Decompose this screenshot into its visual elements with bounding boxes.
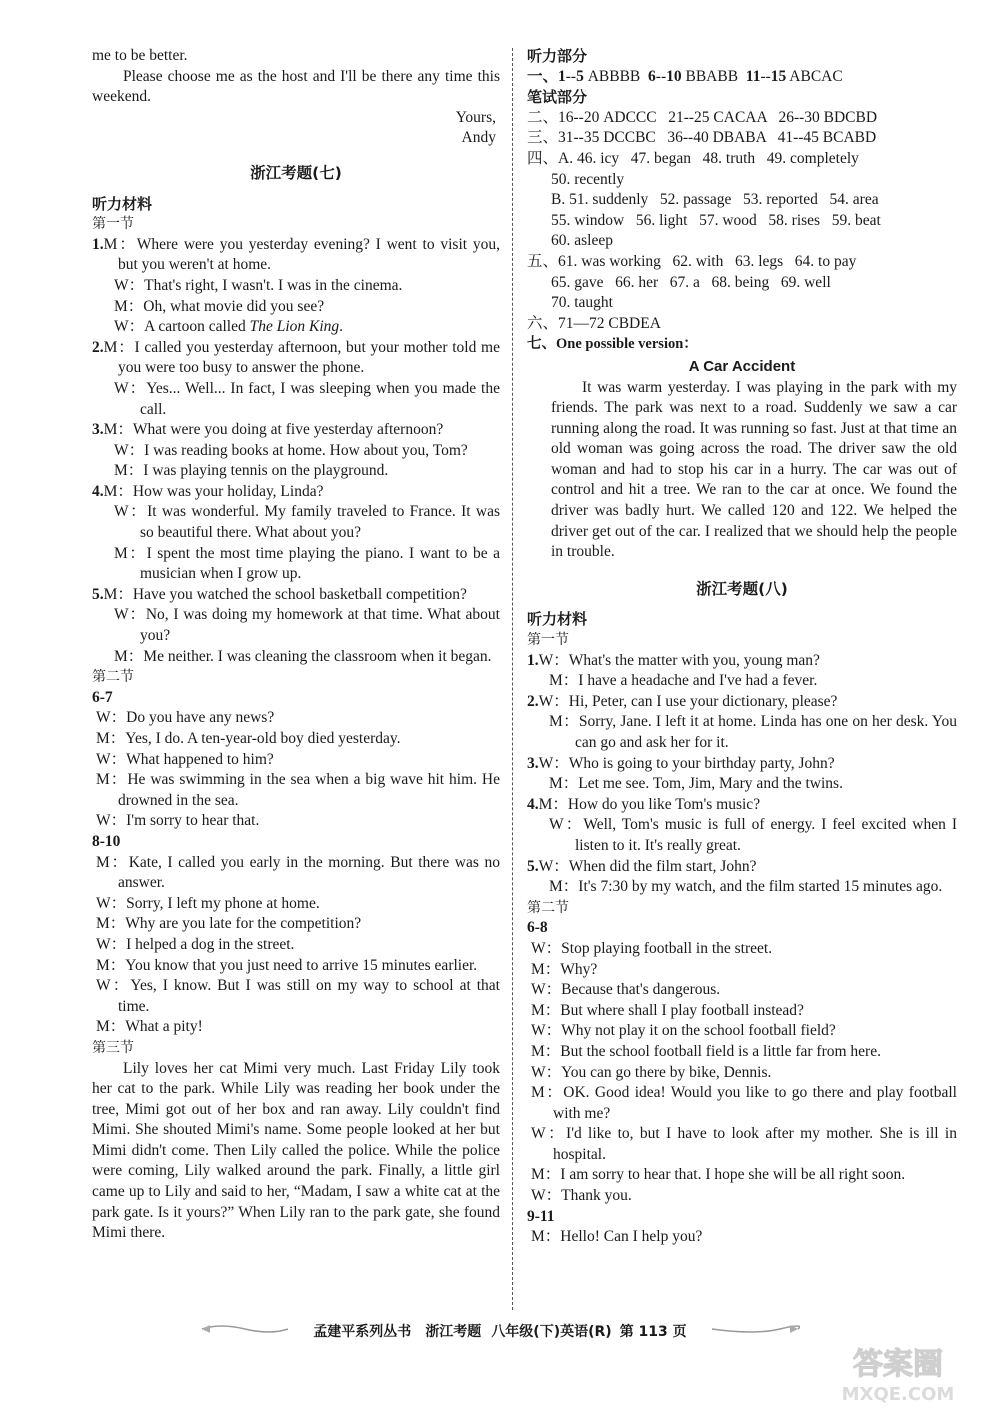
question-range: 6-7 — [92, 688, 113, 706]
speaker-label: W： — [114, 503, 148, 521]
answer-line: 七、One possible version： — [527, 336, 698, 353]
speaker-label: M： — [96, 730, 126, 747]
dialogue-text: You can go there by bike, Dennis. — [561, 1063, 772, 1081]
subsection-heading: 第二节 — [527, 899, 569, 916]
dialogue-text: Hello! Can I help you? — [560, 1228, 703, 1246]
dialogue-line — [92, 297, 500, 318]
dialogue-line — [92, 1017, 500, 1038]
dialogue-line — [527, 960, 957, 981]
answer-line: 四、A. 46. icy 47. began 48. truth 49. completely — [527, 149, 859, 167]
dialogue-text: OK. Good idea! Would you like to go there and play football with me? — [553, 1084, 957, 1122]
dialogue-text: I spent the most time playing the piano. I want to be a musician when I grow up. — [140, 544, 500, 583]
dialogue-item — [92, 338, 500, 420]
speaker-label: W： — [531, 1125, 567, 1143]
footer-grade: 八年级(下)英语(R) — [491, 1324, 612, 1340]
letter-line: me to be better. — [92, 47, 188, 64]
speaker-label: W： — [538, 692, 569, 710]
dialogue-text: But the school football field is a little far from here. — [560, 1042, 881, 1060]
right-column — [527, 46, 957, 1248]
dialogue-line — [92, 585, 500, 606]
answer-line-text: 10 — [666, 67, 682, 85]
answer-line: 70. taught — [551, 294, 613, 312]
speaker-label: M： — [531, 1001, 561, 1019]
answer-line-text: 15 — [770, 67, 787, 85]
dialogue-line — [527, 692, 957, 713]
watermark-url: MXQE.COM — [841, 1384, 955, 1405]
subsection-heading: 第一节 — [92, 216, 134, 233]
dialogue-text: Do you have any news? — [126, 709, 275, 727]
item-number: 3. — [527, 754, 539, 772]
answer-line: 六、71—72 CBDEA — [527, 314, 661, 332]
answer-heading: 听力部分 — [527, 47, 588, 65]
answer-line-text: ABCAC — [786, 67, 843, 85]
dialogue-line — [92, 276, 500, 297]
answer-line-text: ABBBB — [583, 67, 649, 85]
dialogue-text: How do you like Tom's music? — [567, 795, 761, 813]
dialogue-text: I have a headache and I've had a fever. — [578, 672, 818, 690]
dialogue-line — [92, 502, 500, 543]
dialogue-line — [92, 750, 500, 771]
answer-line-text: -- — [760, 67, 771, 85]
question-range: 8-10 — [92, 832, 121, 850]
dialogue-text: What happened to him? — [126, 750, 274, 768]
dialogue-text: Well, Tom's music is full of energy. I feel excited when I listen to it. It's really great. — [575, 816, 957, 854]
speaker-label: M： — [549, 672, 579, 690]
dialogue-line — [527, 1021, 957, 1042]
dialogue-item — [527, 795, 957, 857]
dialogue-line — [92, 441, 500, 462]
speaker-label: M： — [114, 462, 144, 480]
dialogue-line — [527, 651, 957, 672]
dialogue-text: Who is going to your birthday party, John? — [568, 754, 835, 772]
speaker-label: W： — [538, 651, 569, 669]
item-number: 4. — [92, 482, 104, 500]
dialogue-text: No, I was doing my homework at that time. What about you? — [140, 606, 500, 645]
speaker-label: M： — [96, 915, 126, 933]
dialogue-text: I'd like to, but I have to look after my mother. She is ill in hospital. — [553, 1125, 957, 1163]
speaker-label: M： — [96, 1018, 126, 1036]
answer-line: 五、61. was working 62. with 63. legs 64. to pay — [527, 252, 857, 270]
speaker-label: M： — [549, 775, 579, 793]
dialogue-text: Oh, what movie did you see? — [143, 297, 325, 315]
speaker-label: M： — [114, 297, 144, 315]
dialogue-line — [527, 774, 957, 795]
watermark-logo — [808, 1336, 988, 1406]
letter-line: Please choose me as the host and I'll be there any time this weekend. — [92, 67, 500, 106]
dialogue — [92, 853, 500, 1038]
speaker-label: W： — [96, 977, 131, 995]
section-heading: 听力材料 — [527, 610, 588, 629]
dialogue-line — [92, 935, 500, 956]
dialogue-line — [527, 1063, 957, 1084]
item-number: 2. — [92, 338, 104, 356]
speaker-label: M： — [114, 647, 144, 665]
dialogue-line — [92, 379, 500, 420]
dialogue-text: I am sorry to hear that. I hope she will be all right soon. — [560, 1166, 906, 1184]
column-divider — [512, 48, 513, 1310]
dialogue — [527, 1227, 957, 1248]
answer-line-text: -- — [565, 67, 577, 85]
speaker-label: M： — [531, 960, 561, 978]
dialogue-line — [92, 770, 500, 811]
dialogue-line — [527, 1165, 957, 1186]
footer-series: 孟建平系列丛书 — [313, 1324, 412, 1340]
answer-line: 二、16--20 ADCCC 21--25 CACAA 26--30 BDCBD — [527, 108, 878, 126]
speaker-label: W： — [114, 441, 145, 459]
speaker-label: W： — [531, 981, 562, 999]
speaker-label: W： — [114, 379, 147, 397]
item-number: 3. — [92, 421, 104, 439]
dialogue-text: Thank you. — [561, 1187, 632, 1205]
dialogue-text: Sorry, I left my phone at home. — [126, 894, 320, 912]
speaker-label: M： — [114, 544, 147, 562]
footer-book: 浙江考题 — [425, 1324, 482, 1340]
dialogue-text: What were you doing at five yesterday afternoon? — [132, 421, 444, 439]
dialogue-text: What's the matter with you, young man? — [568, 651, 820, 669]
dialogue-text: Let me see. Tom, Jim, Mary and the twins. — [578, 775, 843, 793]
letter-closing: Yours, — [455, 108, 496, 126]
speaker-label: M： — [103, 482, 133, 500]
dialogue-text: Me neither. I was cleaning the classroom when it began. — [143, 647, 492, 665]
speaker-label: W： — [96, 750, 127, 768]
speaker-label: W： — [96, 709, 127, 727]
answer-line: 65. gave 66. her 67. a 68. being 69. well — [551, 273, 831, 291]
left-column — [92, 46, 500, 1244]
dialogue-line — [527, 877, 957, 898]
dialogue-item — [92, 585, 500, 667]
dialogue-line — [527, 754, 957, 775]
dialogue-text: I was playing tennis on the playground. — [143, 462, 389, 480]
dialogue-line — [527, 712, 957, 753]
dialogue-text: Sorry, Jane. I left it at home. Linda has one on her desk. You can go and ask her for it. — [575, 713, 957, 751]
dialogue-item — [92, 482, 500, 585]
dialogue-text: He was swimming in the sea when a big wave hit him. He drowned in the sea. — [118, 771, 500, 809]
dialogue-text: I'm sorry to hear that. — [126, 812, 260, 830]
item-number: 1. — [527, 651, 539, 669]
speaker-label: M： — [103, 585, 133, 603]
dialogue-line — [527, 857, 957, 878]
speaker-label: W： — [531, 939, 562, 957]
answer-line: 55. window 56. light 57. wood 58. rises 59. beat — [551, 211, 881, 229]
dialogue-line — [92, 853, 500, 894]
item-number: 5. — [92, 585, 104, 603]
dialogue-text: . — [339, 318, 344, 336]
dialogue-line — [527, 795, 957, 816]
speaker-label: M： — [531, 1084, 564, 1102]
dialogue-line — [92, 811, 500, 832]
dialogue-line — [92, 482, 500, 503]
dialogue-text: I called you yesterday afternoon, but your mother told me you were too busy to answer the phone. — [118, 338, 500, 377]
dialogue-text: A cartoon called — [144, 318, 250, 336]
speaker-label: M： — [96, 853, 129, 871]
speaker-label: M： — [531, 1042, 561, 1060]
speaker-label: M： — [103, 235, 137, 253]
dialogue-text: Why are you late for the competition? — [125, 915, 362, 933]
speaker-label: M： — [103, 338, 135, 356]
dialogue-text: What a pity! — [125, 1018, 203, 1036]
dialogue-text: But where shall I play football instead? — [560, 1001, 804, 1019]
answer-line — [527, 67, 957, 88]
item-number: 1. — [92, 235, 104, 253]
dialogue-text: It's 7:30 by my watch, and the film started 15 minutes ago. — [578, 878, 943, 896]
dialogue-line — [92, 729, 500, 750]
exam-title: 浙江考题(八) — [696, 579, 788, 598]
letter-ending — [92, 46, 500, 149]
dialogue-line — [527, 1083, 957, 1124]
speaker-label: W： — [538, 857, 569, 875]
speaker-label: W： — [96, 894, 127, 912]
dialogue-line — [527, 671, 957, 692]
dialogue-item — [92, 420, 500, 482]
letter-signature: Andy — [461, 129, 496, 147]
dialogue-item — [527, 651, 957, 692]
dialogue-line — [92, 956, 500, 977]
speaker-label: W： — [531, 1063, 562, 1081]
dialogue-text: When did the film start, John? — [568, 857, 757, 875]
watermark-text: 答案圈 — [853, 1347, 943, 1382]
dialogue-line — [527, 980, 957, 1001]
answer-line-text: BBABB — [681, 67, 746, 85]
subsection-heading: 第一节 — [527, 632, 569, 649]
dialogue-text: Why? — [560, 960, 598, 978]
speaker-label: W： — [531, 1022, 562, 1040]
dialogue-text: I was reading books at home. How about you, Tom? — [144, 441, 468, 459]
speaker-label: M： — [96, 771, 128, 789]
answer-line-text: 11 — [745, 67, 761, 85]
dialogue-text: Because that's dangerous. — [561, 981, 721, 999]
answer-line-text: -- — [655, 67, 667, 85]
item-number: 5. — [527, 857, 539, 875]
speaker-label: M： — [549, 713, 579, 731]
speaker-label: M： — [103, 421, 133, 439]
answer-line: 三、31--35 DCCBC 36--40 DBABA 41--45 BCABD — [527, 129, 877, 147]
dialogue-text: Hi, Peter, can I use your dictionary, please? — [568, 692, 838, 710]
answer-line: 60. asleep — [551, 232, 613, 250]
dialogue-line — [527, 1186, 957, 1207]
answer-heading: 笔试部分 — [527, 88, 588, 107]
dialogue-item — [527, 692, 957, 754]
dialogue-line — [527, 939, 957, 960]
dialogue-title-italic: The Lion King — [249, 318, 340, 336]
speaker-label: W： — [531, 1187, 562, 1205]
essay-body: It was warm yesterday. I was playing in the park with my friends. The park was next to a road. Suddenly we saw a car running along the road. It was running so fast. Just at that time an old woman was going across the road. The driver saw the old woman and had to stop his car in a hurry. The car was out of control and hit a tree. We ran to the car at once. We found the driver was badly hurt. We called 120 and 122. We helped the driver get out of the car. I realized that we should help the people in trouble. — [551, 378, 957, 561]
answer-line-text: 6 — [648, 67, 656, 85]
dialogue-text: Yes... Well... In fact, I was sleeping when you made the call. — [140, 379, 500, 418]
dialogue-text: Where were you yesterday evening? I went to visit you, but you weren't at home. — [118, 235, 500, 274]
speaker-label: M： — [549, 878, 579, 896]
dialogue-item — [92, 235, 500, 338]
question-range: 9-11 — [527, 1207, 555, 1225]
dialogue-line — [92, 647, 500, 668]
speaker-label: W： — [96, 812, 127, 830]
item-number: 4. — [527, 795, 539, 813]
story-passage: Lily loves her cat Mimi very much. Last Friday Lily took her cat to the park. While Lily was reading her book under the tree, Mimi got out of her box and ran away. Lily couldn't find Mimi. She shouted Mimi's name. Some people looked at her but Mimi didn't come. Then Lily called the police. While the police were coming, Lily walked around the park. Finally, a little girl came up to Lily and said to her, “Madam, I saw a white cat at the park gate. Is it yours?” When Lily ran to the park gate, she found Mimi there. — [92, 1059, 500, 1242]
speaker-label: W： — [549, 816, 584, 834]
dialogue-text: Yes, I do. A ten-year-old boy died yesterday. — [125, 730, 401, 747]
dialogue-text: You know that you just need to arrive 15 minutes earlier. — [125, 956, 478, 974]
speaker-label: W： — [114, 276, 145, 294]
item-number: 2. — [527, 692, 539, 710]
dialogue-line — [527, 815, 957, 856]
speaker-label: M： — [96, 956, 126, 974]
dialogue-text: How was your holiday, Linda? — [132, 482, 324, 500]
dialogue-line — [527, 1001, 957, 1022]
dialogue-line — [92, 317, 500, 338]
dialogue-text: Have you watched the school basketball competition? — [132, 585, 467, 603]
speaker-label: M： — [538, 795, 568, 813]
dialogue-text: Why not play it on the school football field? — [561, 1022, 836, 1040]
dialogue-line — [527, 1124, 957, 1165]
dialogue-line — [92, 461, 500, 482]
subsection-heading: 第二节 — [92, 669, 134, 686]
dialogue-text: It was wonderful. My family traveled to France. It was so beautiful there. What about you? — [140, 503, 500, 542]
dialogue-text: Kate, I called you early in the morning. But there was no answer. — [118, 853, 500, 892]
dialogue-line — [92, 894, 500, 915]
speaker-label: W： — [538, 754, 569, 772]
dialogue-line — [92, 235, 500, 276]
speaker-label: W： — [114, 606, 146, 624]
dialogue-text: I helped a dog in the street. — [126, 935, 295, 953]
answer-line-text: 5 — [576, 67, 584, 85]
dialogue-line — [92, 976, 500, 1017]
dialogue-text: That's right, I wasn't. I was in the cinema. — [144, 276, 403, 294]
dialogue — [92, 708, 500, 832]
dialogue-line — [92, 605, 500, 646]
dialogue-line — [92, 544, 500, 585]
speaker-label: W： — [96, 935, 127, 953]
section-heading: 听力材料 — [92, 194, 153, 213]
dialogue-text: Stop playing football in the street. — [561, 939, 773, 957]
footer-ornament-right — [710, 1322, 800, 1336]
dialogue-line — [92, 420, 500, 441]
question-range: 6-8 — [527, 919, 548, 937]
answer-line-text: 一、1 — [527, 67, 566, 85]
dialogue-list — [92, 235, 500, 667]
dialogue-line — [527, 1042, 957, 1063]
dialogue-list — [527, 651, 957, 898]
dialogue-line — [527, 1227, 957, 1248]
subsection-heading: 第三节 — [92, 1039, 134, 1056]
footer-page-number: 第 113 页 — [619, 1324, 687, 1340]
answer-line: B. 51. suddenly 52. passage 53. reported 54. area — [551, 191, 879, 209]
speaker-label: M： — [531, 1166, 561, 1184]
essay-title: A Car Accident — [688, 357, 796, 375]
dialogue-line — [92, 338, 500, 379]
dialogue-item — [527, 754, 957, 795]
dialogue-item — [527, 857, 957, 898]
answer-key — [527, 46, 957, 355]
exam-title: 浙江考题(七) — [250, 163, 342, 182]
dialogue-line — [92, 708, 500, 729]
speaker-label: M： — [531, 1228, 561, 1246]
answer-line: 50. recently — [551, 170, 625, 188]
dialogue — [527, 939, 957, 1207]
speaker-label: W： — [114, 318, 145, 336]
dialogue-text: Yes, I know. But I was still on my way to school at that time. — [118, 977, 500, 1015]
dialogue-line — [92, 914, 500, 935]
